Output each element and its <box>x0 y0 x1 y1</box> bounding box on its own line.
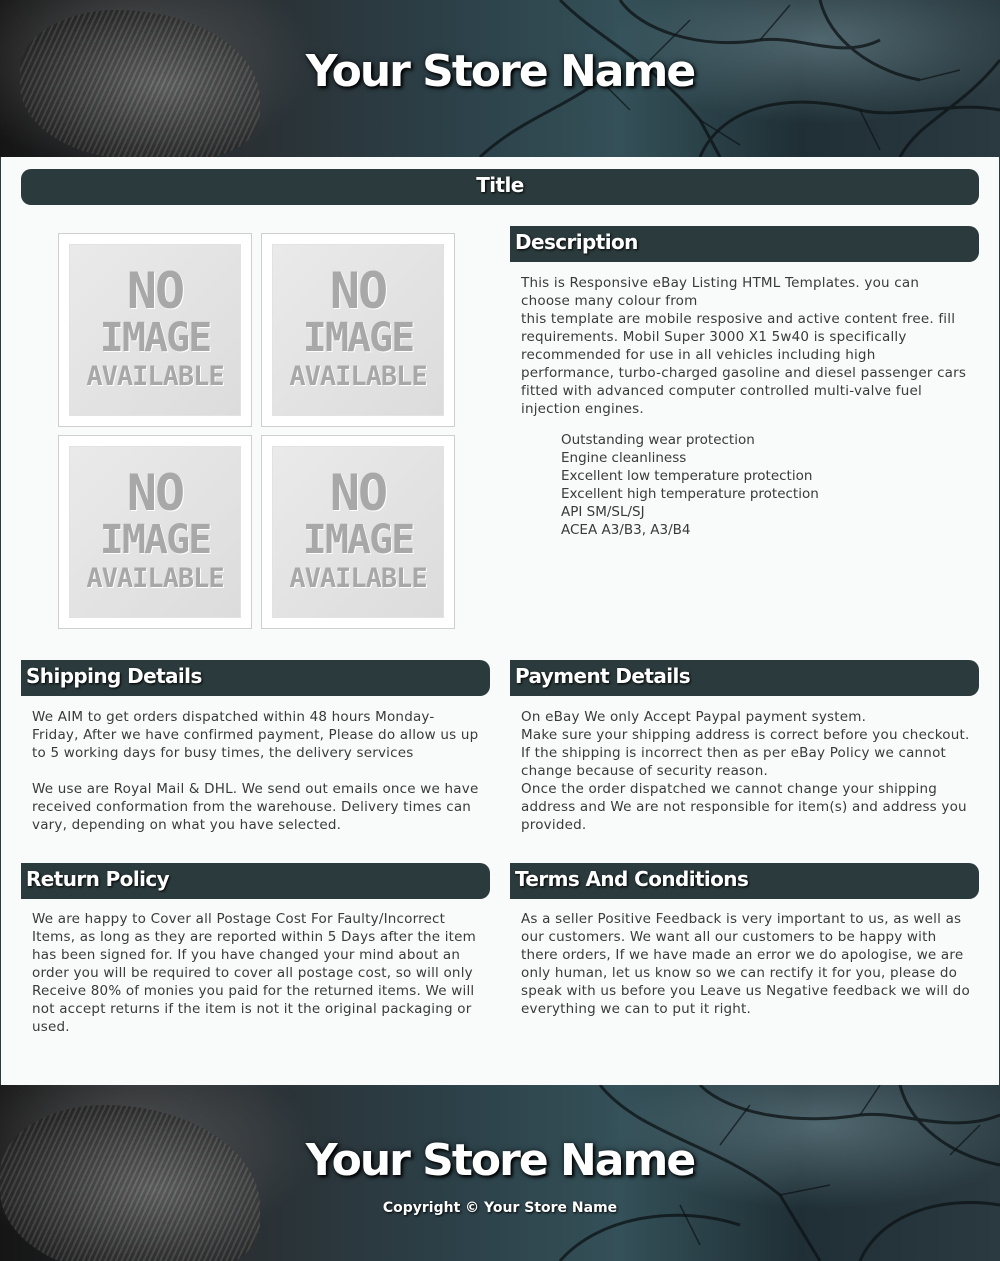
description-heading: Description <box>515 230 638 254</box>
feature-item: Engine cleanliness <box>561 450 687 466</box>
title-bar <box>21 169 979 205</box>
product-image-3[interactable] <box>58 435 252 629</box>
listing-content <box>0 157 1000 1085</box>
store-name-heading: Your Store Name <box>305 46 695 97</box>
description-text <box>521 274 971 418</box>
shipping-heading-bar <box>21 660 490 696</box>
payment-line: On eBay We only Accept Paypal payment system. <box>521 709 867 725</box>
terms-paragraph: As a seller Positive Feedback is very important to us, as well as our customers. We want all our customers to be happy with there orders, If we have made an error we do apologise, we are only human, let us know so we can rectify it for you, please do speak with us before you Leave us Negative feedback we will do everything we can to put it right. <box>521 911 970 1017</box>
payment-line: Make sure your shipping address is correct before you checkout. If the shipping is incorrect then as per eBay Policy we cannot change because of security reason. <box>521 727 970 779</box>
no-image-placeholder: NO IMAGE AVAILABLE <box>69 244 241 416</box>
return-policy-heading: Return Policy <box>26 867 170 891</box>
return-policy-paragraph: We are happy to Cover all Postage Cost For Faulty/Incorrect Items, as long as they are reported within 5 Days after the item has been signed for. If you have changed your mind about an order you will be required to cover all postage cost, so will only Receive 80% of monies you paid for the returned items. We will not accept returns if the item is not it the original packaging or used. <box>32 911 477 1035</box>
feature-item: Excellent high temperature protection <box>561 486 819 502</box>
footer-banner <box>0 1085 1000 1261</box>
feature-item: API SM/SL/SJ <box>561 504 645 520</box>
header-banner <box>0 0 1000 157</box>
payment-line: Once the order dispatched we cannot change your shipping address and We are not responsible for item(s) and address you provided. <box>521 781 967 833</box>
description-paragraph: this template are mobile resposive and active content free. fill requirements. Mobil Super 3000 X1 5w40 is specifically recommended for use in all vehicles including high performance, turbo-charged gasoline and diesel passenger cars fitted with advanced computer controlled multi-valve fuel injection engines. <box>521 311 967 417</box>
terms-heading: Terms And Conditions <box>515 867 749 891</box>
feature-list <box>561 431 819 539</box>
no-image-placeholder: NO IMAGE AVAILABLE <box>272 244 444 416</box>
product-image-2[interactable] <box>261 233 455 427</box>
copyright-text: Copyright © Your Store Name <box>382 1200 618 1216</box>
footer-store-name: Your Store Name <box>305 1135 695 1186</box>
payment-heading: Payment Details <box>515 664 691 688</box>
shipping-paragraph: We AIM to get orders dispatched within 48 hours Monday-Friday, After we have confirmed payment, Please do allow us up to 5 working days for busy times, the delivery services <box>32 709 479 761</box>
return-policy-text <box>32 910 480 1036</box>
terms-text <box>521 910 971 1018</box>
payment-heading-bar <box>510 660 979 696</box>
shipping-text <box>32 708 480 834</box>
feature-item: Outstanding wear protection <box>561 432 755 448</box>
description-paragraph: This is Responsive eBay Listing HTML Templates. you can choose many colour from <box>521 275 920 309</box>
description-heading-bar <box>510 226 979 262</box>
shipping-paragraph: We use are Royal Mail & DHL. We send out emails once we have received conformation from the warehouse. Delivery times can vary, depending on what you have selected. <box>32 781 479 833</box>
payment-text <box>521 708 971 834</box>
feature-item: ACEA A3/B3, A3/B4 <box>561 522 691 538</box>
terms-heading-bar <box>510 863 979 899</box>
return-policy-heading-bar <box>21 863 490 899</box>
product-image-4[interactable] <box>261 435 455 629</box>
no-image-placeholder: NO IMAGE AVAILABLE <box>272 446 444 618</box>
product-image-1[interactable] <box>58 233 252 427</box>
listing-title: Title <box>476 173 524 197</box>
feature-item: Excellent low temperature protection <box>561 468 813 484</box>
shipping-heading: Shipping Details <box>26 664 202 688</box>
no-image-placeholder: NO IMAGE AVAILABLE <box>69 446 241 618</box>
